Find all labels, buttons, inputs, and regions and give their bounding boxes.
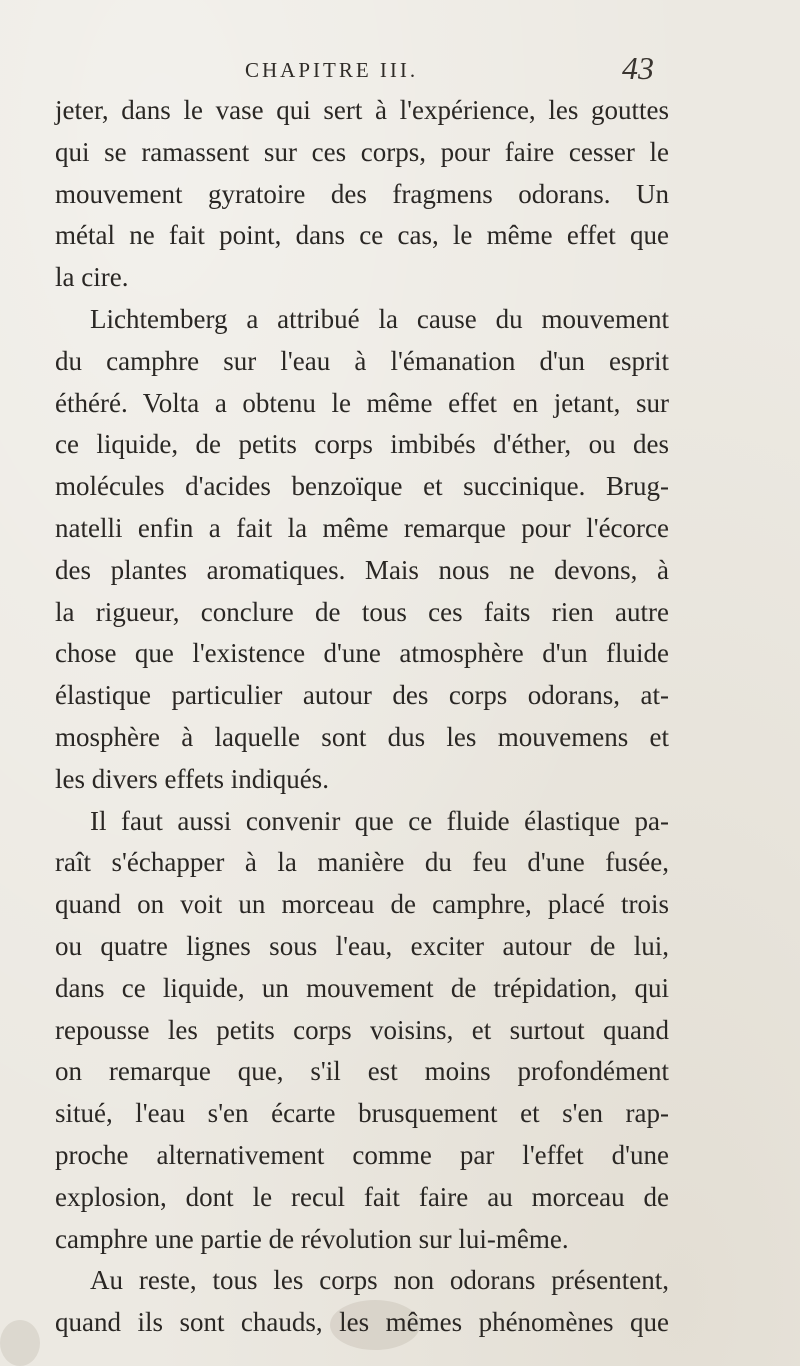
text-line: raît s'échapper à la manière du feu d'une fusée, xyxy=(55,847,669,878)
text-line: des plantes aromatiques. Mais nous ne devons, à xyxy=(55,554,669,585)
text-line: on remarque que, s'il est moins profondément xyxy=(55,1056,669,1087)
page-number: 43 xyxy=(622,50,654,86)
text-line: Lichtemberg a attribué la cause du mouvement xyxy=(90,303,669,334)
text-line: natelli enfin a fait la même remarque pour l'écorce xyxy=(55,512,669,543)
running-head xyxy=(0,50,800,90)
text-line: molécules d'acides benzoïque et succinique. Brug- xyxy=(55,471,669,502)
paper-stain xyxy=(0,1320,40,1366)
text-line: proche alternativement comme par l'effet d'une xyxy=(55,1139,669,1170)
text-line: repousse les petits corps voisins, et surtout quand xyxy=(55,1014,669,1045)
text-line: qui se ramassent sur ces corps, pour faire cesser le xyxy=(55,136,669,167)
text-line: ou quatre lignes sous l'eau, exciter autour de lui, xyxy=(55,930,669,961)
text-line: la rigueur, conclure de tous ces faits rien autre xyxy=(55,596,669,627)
text-line: jeter, dans le vase qui sert à l'expérience, les gouttes xyxy=(55,95,669,125)
text-line: Il faut aussi convenir que ce fluide élastique pa- xyxy=(90,805,669,836)
text-line: du camphre sur l'eau à l'émanation d'un esprit xyxy=(55,345,669,376)
text-line: situé, l'eau s'en écarte brusquement et s'en rap- xyxy=(55,1098,669,1129)
text-line: éthéré. Volta a obtenu le même effet en jetant, sur xyxy=(55,387,669,418)
text-line: les divers effets indiqués. xyxy=(55,763,329,794)
text-line: mosphère à laquelle sont dus les mouvemens et xyxy=(55,721,669,752)
text-line: quand ils sont chauds, les mêmes phénomènes que xyxy=(55,1307,669,1338)
text-line: explosion, dont le recul fait faire au morceau de xyxy=(55,1181,669,1212)
text-line: la cire. xyxy=(55,262,129,293)
text-line: Au reste, tous les corps non odorans présentent, xyxy=(90,1265,669,1296)
text-line: mouvement gyratoire des fragmens odorans. Un xyxy=(55,178,669,209)
text-line: ce liquide, de petits corps imbibés d'éther, ou des xyxy=(55,429,669,460)
text-line: chose que l'existence d'une atmosphère d'un fluide xyxy=(55,638,669,669)
text-line: quand on voit un morceau de camphre, placé trois xyxy=(55,889,669,920)
text-line: métal ne fait point, dans ce cas, le même effet que xyxy=(55,220,669,251)
body-text xyxy=(55,90,669,1344)
text-line: élastique particulier autour des corps odorans, at- xyxy=(55,680,669,711)
chapter-title: CHAPITRE III. xyxy=(245,58,419,82)
text-line: dans ce liquide, un mouvement de trépidation, qui xyxy=(55,972,669,1003)
text-line: camphre une partie de révolution sur lui-même. xyxy=(55,1223,569,1254)
